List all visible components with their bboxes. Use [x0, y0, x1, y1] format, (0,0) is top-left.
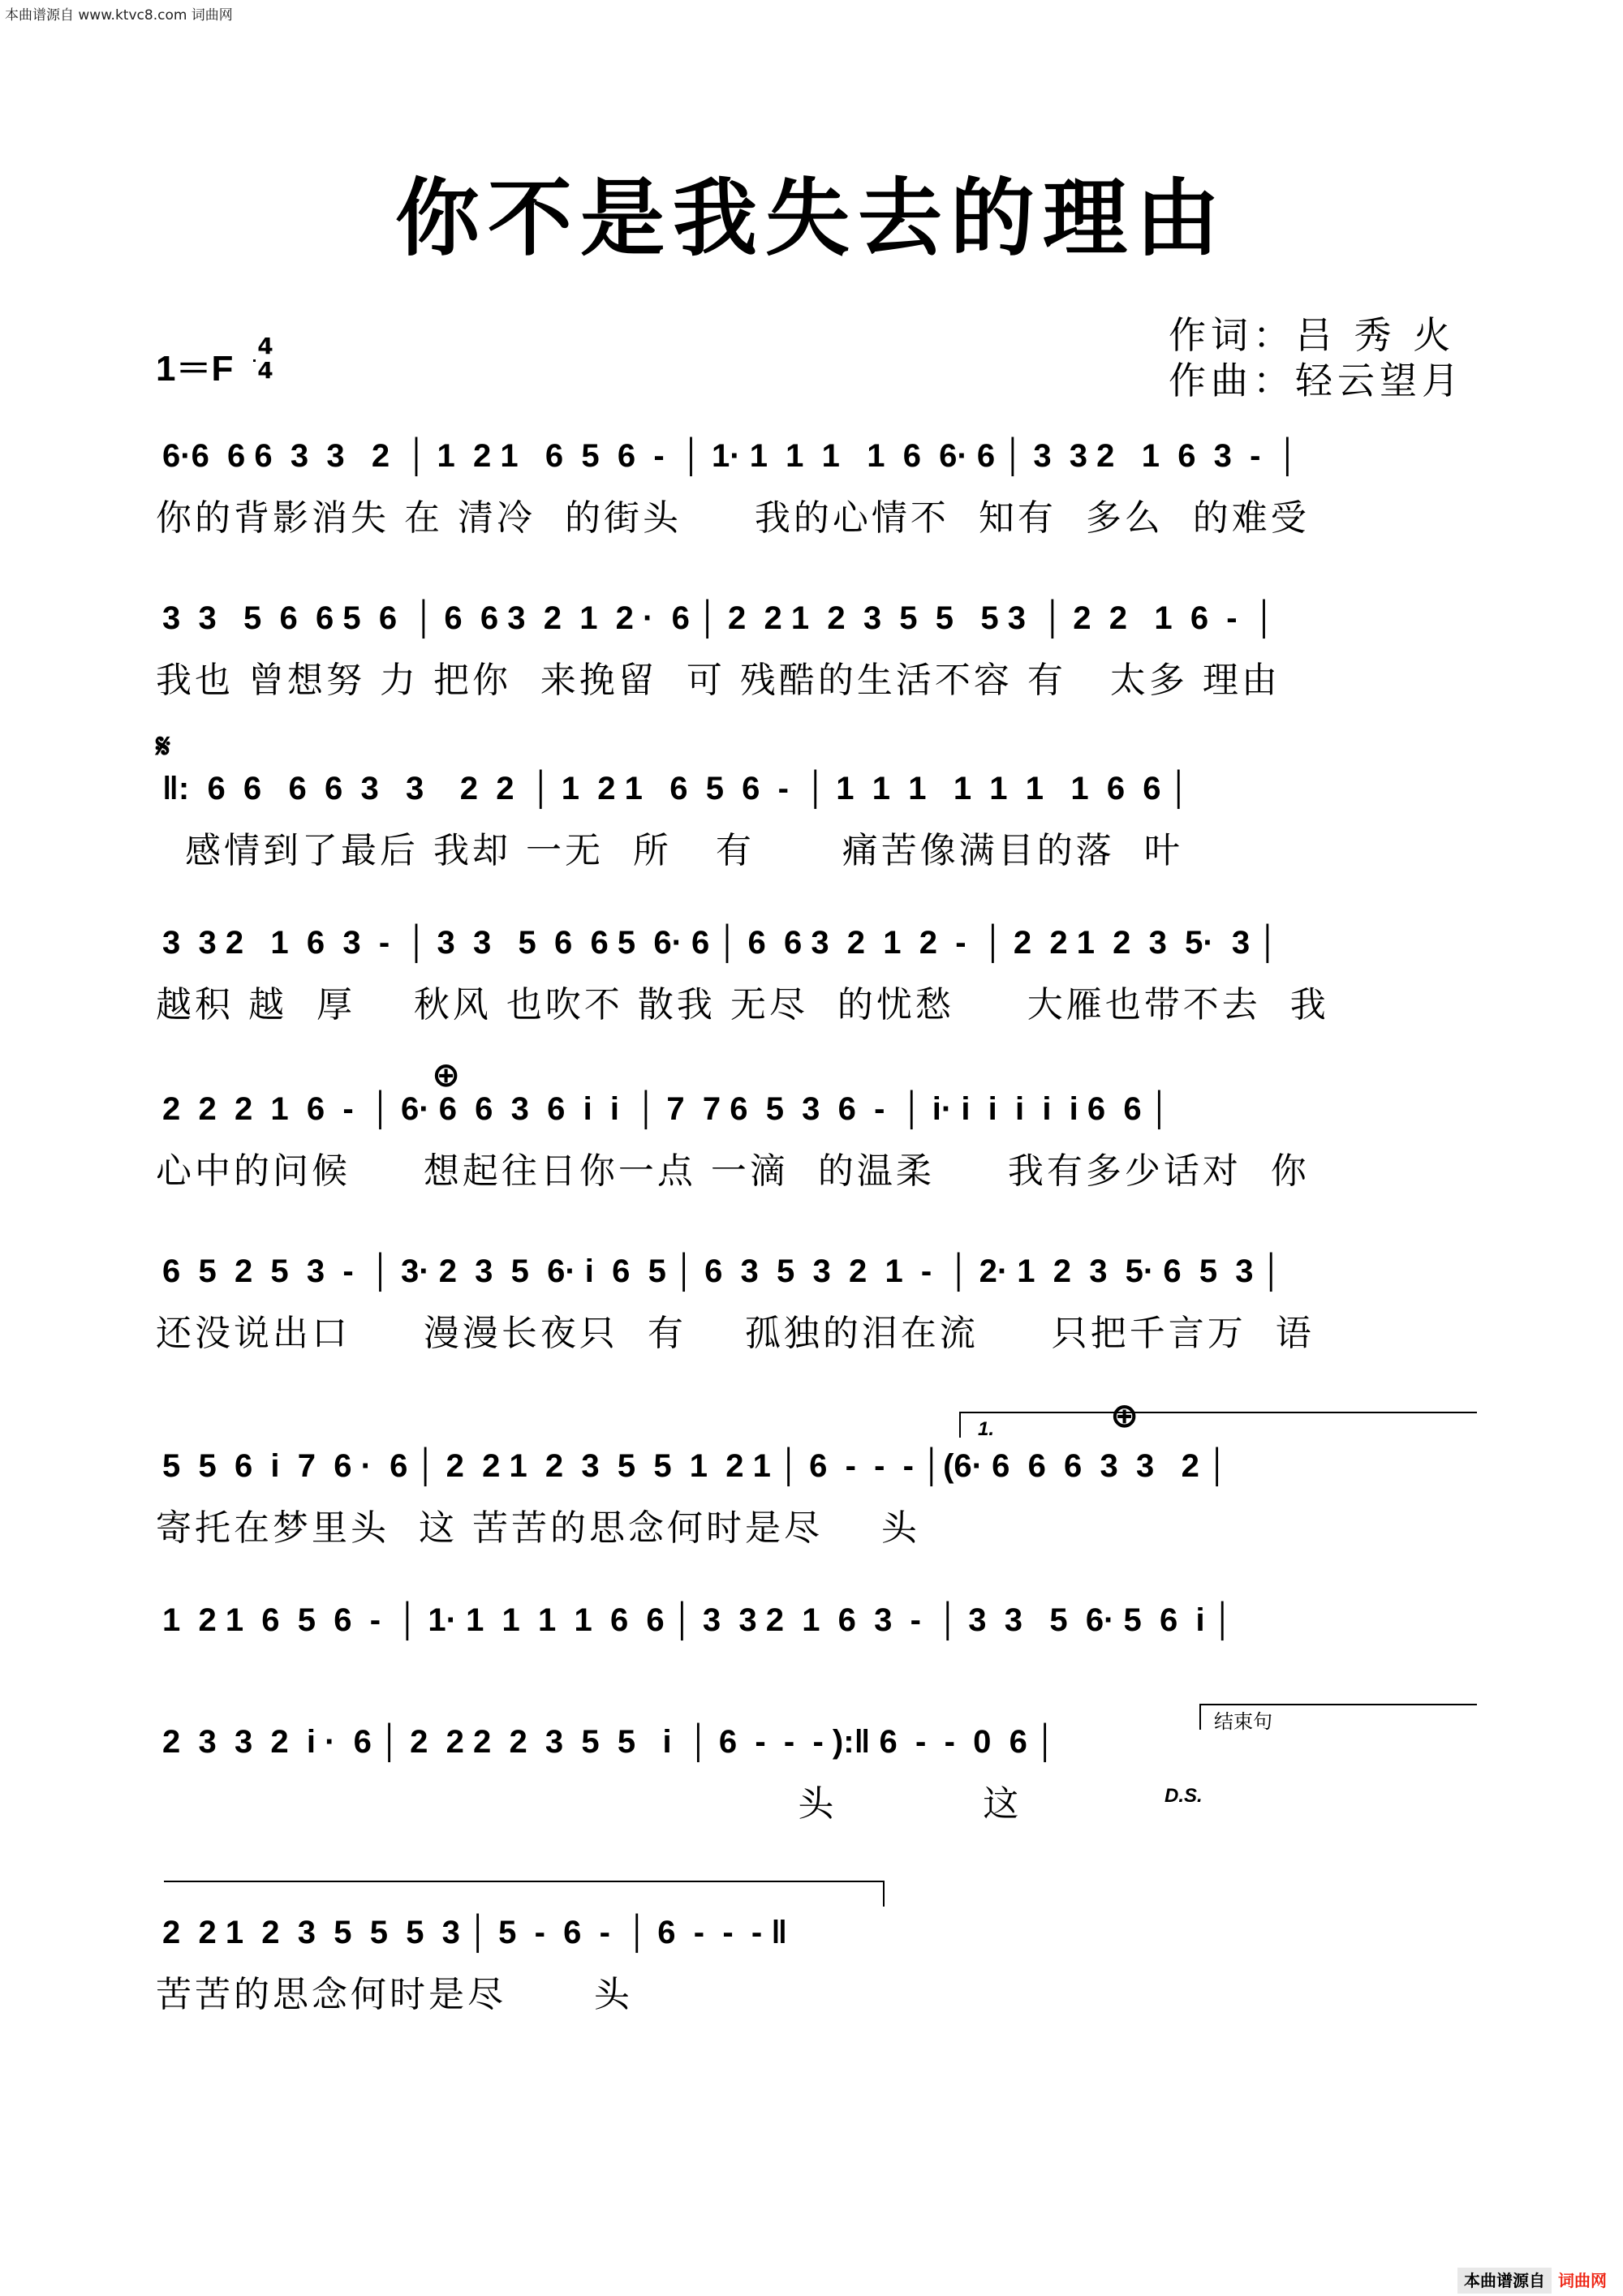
lyric-line: 还没说出口 漫漫长夜只 有 孤独的泪在流 只把千言万 语	[156, 1313, 1315, 1354]
lyric-line: 寄托在梦里头 这 苦苦的思念何时是尽 头	[156, 1507, 920, 1549]
notation-line: 2 2 1 2 3 5 5 5 3 │ 5 - 6 - │ 6 - - - ‖	[162, 1915, 788, 1950]
song-title: 你不是我失去的理由	[394, 168, 1228, 268]
notation-line: 3 3 5 6 6 5 6 │ 6 6 3 2 1 2 · 6 │ 2 2 1 2 3 5 5 5 3 │ 2 2 1 6 - │	[162, 600, 1276, 636]
notation-line: 6·6 6 6 3 3 2 │ 1 2 1 6 5 6 - │ 1· 1 1 1 1 6 6· 6 │ 3 3 2 1 6 3 - │	[162, 438, 1299, 474]
source-watermark: 本曲谱源自 www.ktvc8.com 词曲网	[5, 7, 233, 24]
footer-watermark	[1457, 2268, 1613, 2291]
coda-mark-2: ⊕	[1110, 1395, 1139, 1435]
volta-bracket	[959, 1412, 1477, 1438]
notation-line: 2 3 3 2 i · 6 │ 2 2 2 2 3 5 5 i │ 6 - - - ):‖ 6 - - 0 6 │	[162, 1724, 1057, 1760]
coda-mark-1: ⊕	[432, 1055, 461, 1094]
volta-1-label: 1.	[978, 1418, 995, 1440]
notation-line: ‖: 6 6 6 6 3 3 2 2 │ 1 2 1 6 5 6 - │ 1 1 1 1 1 1 1 6 6 │	[162, 771, 1190, 806]
time-signature	[253, 334, 278, 383]
key-signature: 1＝F	[156, 349, 234, 389]
composer: 作曲：轻云望月	[1169, 359, 1464, 402]
lyric-line: 越积 越 厚 秋风 也吹不 散我 无尽 的忧愁 大雁也带不去 我	[156, 984, 1329, 1025]
ds-mark: D.S.	[1165, 1785, 1203, 1807]
notation-line: 1 2 1 6 5 6 - │ 1· 1 1 1 1 6 6 │ 3 3 2 1 6 3 - │ 3 3 5 6· 5 6 i │	[162, 1602, 1234, 1638]
lyric-line: 头 这	[156, 1783, 1022, 1825]
time-top: 4	[257, 333, 273, 359]
lyric-line: 你的背影消失 在 清冷 的街头 我的心情不 知有 多么 的难受	[156, 497, 1310, 539]
time-bottom: 4	[257, 357, 273, 384]
lyric-line: 感情到了最后 我却 一无 所 有 痛苦像满目的落 叶	[156, 830, 1183, 871]
final-bracket	[164, 1881, 885, 1907]
notation-line: 5 5 6 i 7 6 · 6 │ 2 2 1 2 3 5 5 1 2 1 │ 6 - - - │(6· 6 6 6 3 3 2 │	[162, 1448, 1229, 1484]
footer-site: 词曲网	[1558, 2271, 1607, 2290]
lyric-line: 苦苦的思念何时是尽 头	[156, 1974, 633, 2015]
footer-source: 本曲谱源自	[1457, 2268, 1552, 2294]
lyricist: 作词：吕 秀 火	[1169, 313, 1456, 357]
credits	[1169, 312, 1464, 403]
notation-line: 2 2 2 1 6 - │ 6· 6 6 3 6 i i │ 7 7 6 5 3 6 - │ i· i i i i i 6 6 │	[162, 1091, 1171, 1127]
notation-line: 3 3 2 1 6 3 - │ 3 3 5 6 6 5 6· 6 │ 6 6 3 2 1 2 - │ 2 2 1 2 3 5· 3 │	[162, 925, 1280, 961]
segno-mark: 𝄋	[156, 726, 171, 766]
notation-line: 6 5 2 5 3 - │ 3· 2 3 5 6· i 6 5 │ 6 3 5 3 2 1 - │ 2· 1 2 3 5· 6 5 3 │	[162, 1253, 1283, 1289]
lyric-line: 我也 曾想努 力 把你 来挽留 可 残酷的生活不容 有 太多 理由	[156, 660, 1281, 701]
ending-label: 结束句	[1214, 1710, 1272, 1733]
lyric-line: 心中的问候 想起往日你一点 一滴 的温柔 我有多少话对 你	[156, 1150, 1310, 1192]
